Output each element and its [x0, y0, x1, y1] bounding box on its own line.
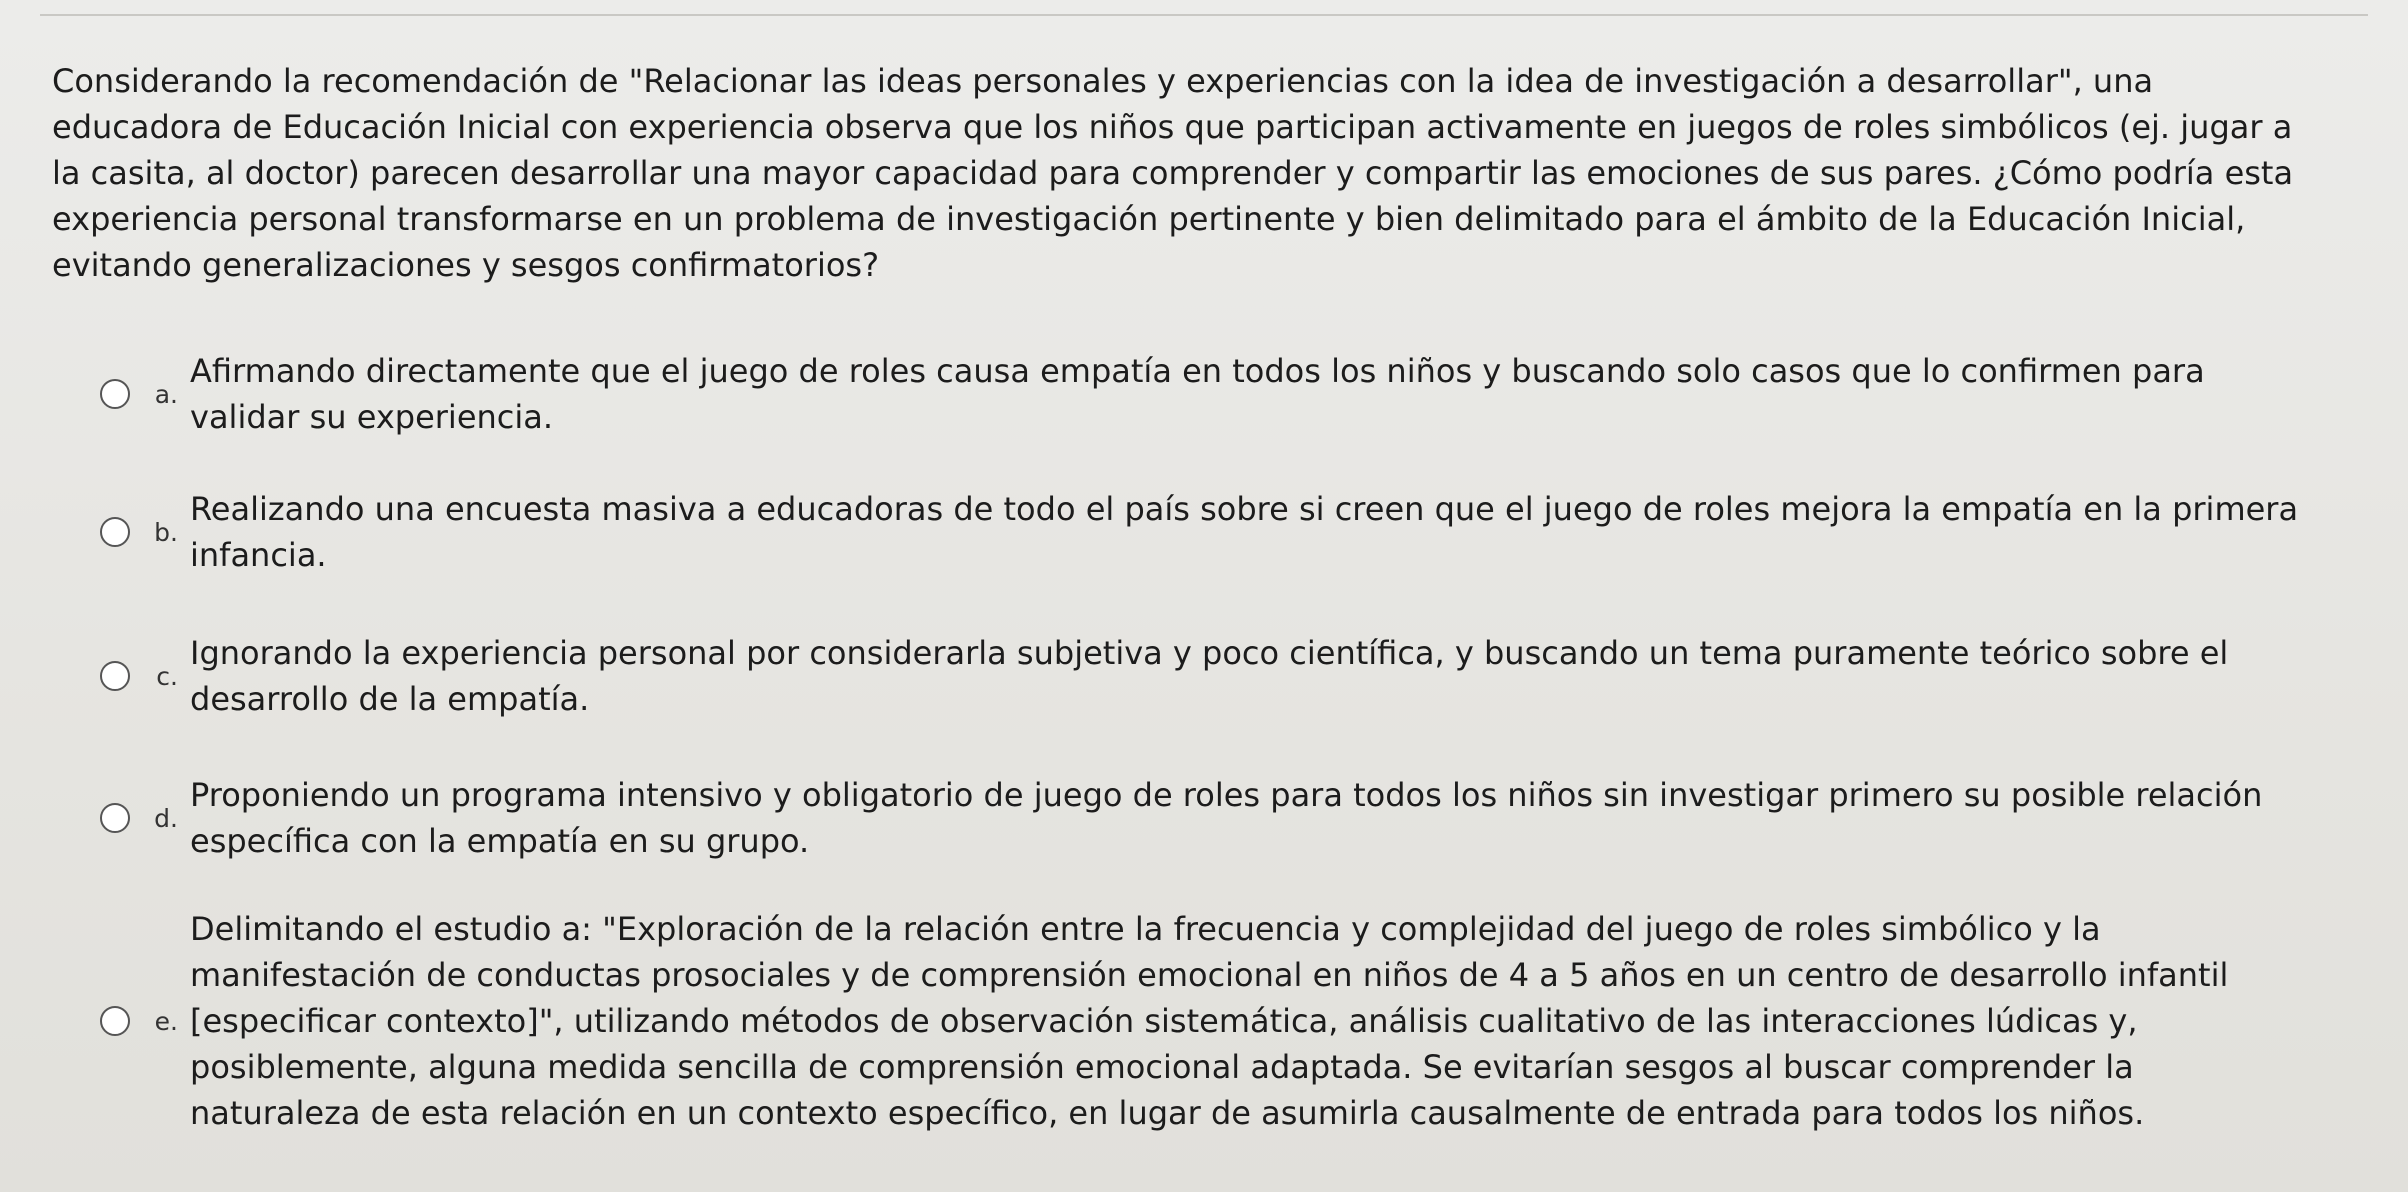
option-text-e[interactable]: Delimitando el estudio a: "Exploración de la relación entre la frecuencia y complejidad del juego de roles simbólico y la manifestación de conductas prosociales y de comprensión emocional en niños de 4 a 5 años en un centro de desarrollo infantil [especificar contexto]", utilizando métodos de observación sistemática, análisis cualitativo de las interacciones lúdicas y, posiblemente, alguna medida sencilla de comprensión emocional adaptada. Se evitarían sesgos al buscar comprender la naturaleza de esta relación en un contexto específico, en lugar de asumirla causalmente de entrada para todos los niños.	[190, 910, 2229, 1132]
radio-button-c[interactable]	[100, 661, 130, 691]
option-text-a[interactable]: Afirmando directamente que el juego de roles causa empatía en todos los niños y buscando solo casos que lo confirmen para validar su experiencia.	[190, 352, 2205, 436]
option-letter-c: c.	[156, 661, 178, 691]
option-letter-a: a.	[154, 379, 178, 409]
answer-option-c[interactable]	[100, 630, 2300, 722]
answer-option-d[interactable]	[100, 772, 2300, 864]
top-divider	[40, 14, 2368, 16]
radio-button-d[interactable]	[100, 803, 130, 833]
option-letter-b: b.	[154, 517, 178, 547]
option-letter-e: e.	[154, 1006, 178, 1036]
option-letter-d: d.	[154, 803, 178, 833]
option-text-c[interactable]: Ignorando la experiencia personal por considerarla subjetiva y poco científica, y buscando un tema puramente teórico sobre el desarrollo de la empatía.	[190, 634, 2229, 718]
radio-button-a[interactable]	[100, 379, 130, 409]
option-text-b[interactable]: Realizando una encuesta masiva a educadoras de todo el país sobre si creen que el juego de roles mejora la empatía en la primera infancia.	[190, 490, 2299, 574]
answer-option-e[interactable]	[100, 906, 2300, 1136]
answer-option-b[interactable]	[100, 486, 2300, 578]
radio-button-e[interactable]	[100, 1006, 130, 1036]
question-text: Considerando la recomendación de "Relacionar las ideas personales y experiencias con la idea de investigación a desarrollar", una educadora de Educación Inicial con experiencia observa que los niños que participan activamente en juegos de roles simbólicos (ej. jugar a la casita, al doctor) parecen desarrollar una mayor capacidad para comprender y compartir las emociones de sus pares. ¿Cómo podría esta experiencia personal transformarse en un problema de investigación pertinente y bien delimitado para el ámbito de la Educación Inicial, evitando generalizaciones y sesgos confirmatorios?	[52, 62, 2294, 284]
option-text-d[interactable]: Proponiendo un programa intensivo y obligatorio de juego de roles para todos los niños sin investigar primero su posible relación específica con la empatía en su grupo.	[190, 776, 2263, 860]
answer-option-a[interactable]	[100, 348, 2300, 440]
radio-button-b[interactable]	[100, 517, 130, 547]
